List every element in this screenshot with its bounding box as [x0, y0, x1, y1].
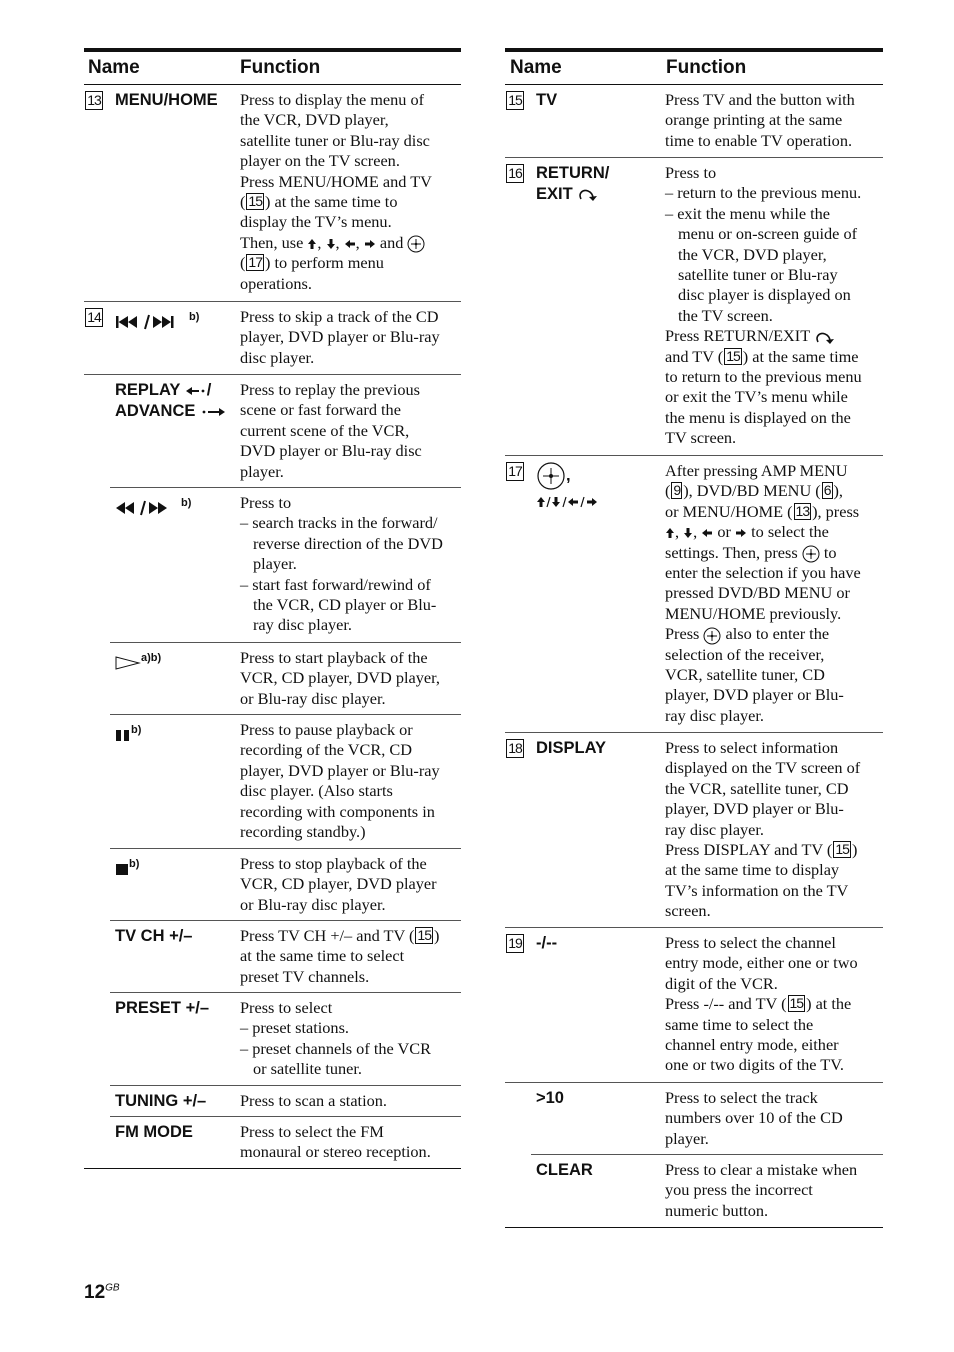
up-arrow-icon: [307, 238, 317, 250]
left-table: [84, 48, 461, 1169]
item-name: FM MODE: [115, 1123, 193, 1141]
down-arrow-icon: [326, 238, 336, 250]
ref-box: 15: [835, 841, 849, 858]
row-clear: [505, 1155, 883, 1228]
item-name: DISPLAY: [536, 739, 606, 757]
item-function: Press to display the menu of the VCR, DVD player, satellite tuner or Blu-ray disc player on the TV screen. Press MENU/HOME and TV ( 15 ) at the same time to display the TV’s menu. Then, use , , , and ( 17 ) to perform menu operations.: [240, 90, 432, 293]
item-name: MENU/HOME: [115, 91, 218, 109]
item-function: Press to start playback of the VCR, CD player, DVD player, or Blu-ray disc player.: [240, 648, 440, 708]
stop-icon: [115, 862, 129, 876]
item-name: -/--: [536, 934, 558, 952]
replay-icon: [185, 386, 207, 396]
item-function: Press to clear a mistake when you press the incorrect numeric button.: [665, 1160, 858, 1220]
item-name: REPLAY / ADVANCE: [115, 380, 226, 422]
enter-circle-icon: [703, 627, 721, 645]
enter-circle-icon: [536, 461, 566, 491]
item-number: 13: [85, 91, 103, 110]
item-function: Press to select – preset stations. – preset channels of the VCR or satellite tuner.: [240, 998, 431, 1079]
item-name: b): [115, 493, 191, 519]
row-fm-mode: [84, 1117, 461, 1169]
return-icon: [814, 331, 836, 345]
item-name: ,: [536, 461, 600, 512]
item-function: Press to – search tracks in the forward/ reverse direction of the DVD player. – start fast forward/rewind of the VCR, CD player or Blu- ray disc player.: [240, 493, 443, 635]
name-header: Name: [510, 57, 562, 78]
item-name: >10: [536, 1089, 564, 1107]
row-channel-entry: [505, 928, 883, 1083]
up-arrow-icon: [665, 527, 675, 539]
left-table-header: [84, 48, 461, 85]
item-name: CLEAR: [536, 1161, 593, 1179]
item-function: Press to select the track numbers over 10 of the CD player.: [665, 1088, 843, 1148]
item-function: Press TV and the button with orange printing at the same time to enable TV operation.: [665, 90, 855, 150]
row-over-10: [531, 1083, 883, 1155]
item-function: Press to scan a station.: [240, 1091, 387, 1110]
function-header: Function: [240, 57, 321, 78]
row-enter-arrows: [505, 456, 883, 733]
row-tuning: [110, 1086, 461, 1117]
ref-box: 17: [248, 254, 262, 271]
item-number: 15: [506, 91, 524, 110]
item-function: Press to skip a track of the CD player, DVD player or Blu-ray disc player.: [240, 307, 440, 367]
item-name: a)b): [115, 648, 161, 674]
row-preset: [110, 993, 461, 1086]
item-name: TV: [536, 91, 558, 109]
item-function: Press to select information displayed on the TV screen of the VCR, satellite tuner, CD player, DVD player or Blu- ray disc player. Press DISPLAY and TV ( 15 ) at the same time to display TV’s information on the TV screen.: [665, 738, 861, 921]
row-pause: [110, 715, 461, 849]
row-play: [110, 643, 461, 715]
ref-box: 9: [673, 482, 681, 499]
ref-box: 15: [789, 995, 804, 1012]
item-function: Press to – return to the previous menu. – exit the menu while the menu or on-screen guide of the VCR, DVD player, satellite tuner or Blu-ray disc player is displayed on the TV screen. Press RETURN/EXIT and TV ( 15 ) at the same time to return to the previous menu or exit the TV’s menu while the menu is displayed on the TV screen.: [665, 163, 862, 448]
item-number: 14: [85, 308, 103, 327]
row-display: [505, 733, 883, 928]
rewind-fast-forward-icon: [115, 500, 181, 516]
left-arrow-icon: [344, 239, 356, 249]
row-menu-home: [84, 85, 461, 302]
row-tv-ch: [110, 921, 461, 993]
row-replay-advance: [110, 375, 461, 488]
item-function: Press to pause playback or recording of the VCR, CD player, DVD player or Blu-ray disc player. (Also starts recording with components in recording standby.): [240, 720, 440, 842]
item-name: b): [115, 307, 199, 333]
item-number: 19: [506, 934, 524, 953]
right-table-header: [505, 48, 883, 85]
right-arrow-icon: [364, 239, 376, 249]
function-header: Function: [666, 57, 747, 78]
row-skip: [84, 302, 461, 375]
item-function: Press to select the FM monaural or stereo reception.: [240, 1122, 431, 1162]
enter-circle-icon: [802, 545, 820, 563]
ref-box: 15: [248, 193, 262, 210]
left-arrow-icon: [701, 528, 713, 538]
play-icon: [115, 655, 141, 671]
row-search: [110, 488, 461, 643]
item-number: 17: [506, 462, 524, 481]
advance-icon: [200, 407, 226, 417]
page-number: $12^{GB}$: [84, 1282, 120, 1303]
item-function: Press to replay the previous scene or fast forward the current scene of the VCR, DVD player or Blu-ray disc player.: [240, 380, 422, 481]
arrow-keys-icon: [536, 496, 600, 508]
right-arrow-icon: [735, 528, 747, 538]
item-name: PRESET +/–: [115, 999, 209, 1017]
item-number: 18: [506, 739, 524, 758]
item-name: RETURN/ EXIT: [536, 164, 610, 203]
row-tv: [505, 85, 883, 158]
item-function: After pressing AMP MENU ( 9 ), DVD/BD MENU ( 6 ), or MENU/HOME ( 13 ), press , , or to select the settings. Then, press to enter the selection if you have pressed DVD/BD MENU or MENU/HOME previously. Press also to enter the selection of the receiver, VCR, satellite tuner, CD player, DVD player or Blu- ray disc player.: [665, 461, 861, 725]
item-function: Press to select the channel entry mode, either one or two digit of the VCR. Press -/-- and TV ( 15 ) at the same time to select the channel entry mode, either one or two digits of the TV.: [665, 933, 858, 1075]
item-function: Press to stop playback of the VCR, CD player, DVD player or Blu-ray disc player.: [240, 854, 437, 914]
skip-prev-next-icon: [115, 314, 189, 330]
pause-icon: [115, 728, 131, 742]
down-arrow-icon: [683, 527, 693, 539]
return-icon: [577, 188, 599, 202]
row-stop: [110, 849, 461, 921]
enter-circle-icon: [407, 235, 425, 253]
ref-box: 15: [726, 347, 740, 364]
ref-box: 6: [823, 482, 831, 499]
item-name: b): [115, 720, 141, 746]
name-header: Name: [88, 57, 140, 78]
item-number: 16: [506, 164, 524, 183]
item-name: b): [115, 854, 139, 880]
item-function: Press TV CH +/– and TV ( 15 ) at the same time to select preset TV channels.: [240, 926, 440, 986]
row-return-exit: [505, 158, 883, 456]
ref-box: 13: [795, 502, 810, 519]
item-name: TUNING +/–: [115, 1092, 207, 1110]
ref-box: 15: [417, 927, 431, 943]
right-table: [505, 48, 883, 1228]
item-name: TV CH +/–: [115, 927, 193, 945]
